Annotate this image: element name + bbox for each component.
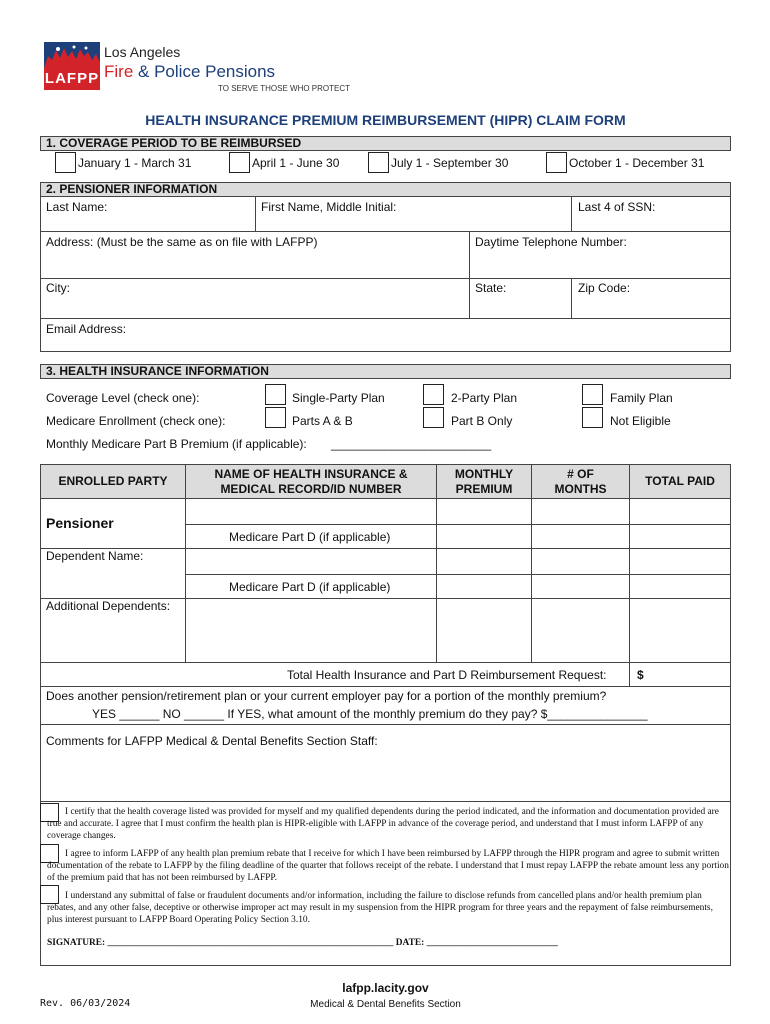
- footer-section: Medical & Dental Benefits Section: [310, 999, 461, 1010]
- medicare-enrollment-label: Medicare Enrollment (check one):: [46, 414, 226, 428]
- period-q2-label: April 1 - June 30: [252, 156, 340, 170]
- not-eligible-checkbox[interactable]: [582, 407, 603, 428]
- footer-website[interactable]: lafpp.lacity.gov: [342, 981, 429, 995]
- org-name-line1: Los Angeles: [104, 44, 181, 60]
- parts-ab-checkbox[interactable]: [265, 407, 286, 428]
- period-q4-checkbox[interactable]: [546, 152, 567, 173]
- org-rest: Police Pensions: [154, 62, 276, 81]
- section1-title: 1. COVERAGE PERIOD TO BE REIMBURSED: [40, 136, 731, 151]
- ssn-field[interactable]: Last 4 of SSN:: [578, 200, 656, 214]
- comments-label: Comments for LAFPP Medical & Dental Benefits Section Staff:: [46, 734, 378, 748]
- total-request-label: Total Health Insurance and Part D Reimbursement Request:: [287, 668, 607, 682]
- pensioner-info-grid: [40, 197, 731, 352]
- certify-fraud-text: I understand any submittal of false or fraudulent documents and/or information, including the failure to disclose refunds from cancelled plans and/or health premium plan rebates, and any other false, deceptive or otherwise improper act may result in my suspension from the HIPR program for three years and the repayment of false reimbursements, plus interest pursuant to LAFPP Board Operating Policy Section 3.10.: [47, 891, 713, 925]
- header-months-2: MONTHS: [554, 482, 607, 496]
- family-plan-label: Family Plan: [610, 391, 673, 405]
- dependent-name-field[interactable]: Dependent Name:: [46, 549, 144, 563]
- family-plan-checkbox[interactable]: [582, 384, 603, 405]
- other-plan-question: Does another pension/retirement plan or your current employer pay for a portion of the monthly premium?: [46, 689, 607, 703]
- two-party-label: 2-Party Plan: [451, 391, 518, 405]
- logo: [44, 42, 351, 94]
- phone-field[interactable]: Daytime Telephone Number:: [475, 235, 627, 249]
- header-plan-name-2: MEDICAL RECORD/ID NUMBER: [220, 482, 402, 496]
- parts-ab-label: Parts A & B: [292, 414, 353, 428]
- certify-rebate-text: I agree to inform LAFPP of any health plan premium rebate that I receive for which I have been reimbursed by LAFPP through the HIPR program and agree to submit written documentation of the rebate to LAFPP by the filing deadline of the quarter that follows receipt of the rebate. I understand that I must repay LAFPP the rebate amount less any portion of the premium paid that has not been reimbursed by LAFPP.: [47, 849, 729, 883]
- certify-coverage-text: I certify that the health coverage listed was provided for myself and my qualified dependents during the period indicated, and the information and documentation provided are true and accurate. I agree that I must confirm the health plan is HIPR-eligible with LAFPP in advance of the coverage period, and understand that I must inform LAFPP of any coverage changes.: [47, 807, 719, 841]
- part-b-premium-label: Monthly Medicare Part B Premium (if applicable):: [46, 437, 307, 451]
- pensioner-part-d-label: Medicare Part D (if applicable): [229, 530, 391, 544]
- footer-revision: Rev. 06/03/2024: [40, 998, 131, 1009]
- header-premium-1: MONTHLY: [454, 467, 514, 481]
- pensioner-plan-field[interactable]: [186, 499, 436, 524]
- coverage-level-label: Coverage Level (check one):: [46, 391, 200, 405]
- period-q3-label: July 1 - September 30: [391, 156, 509, 170]
- section3-title: 3. HEALTH INSURANCE INFORMATION: [40, 364, 731, 379]
- org-amp: &: [138, 62, 150, 81]
- not-eligible-label: Not Eligible: [610, 414, 671, 428]
- section2-title: 2. PENSIONER INFORMATION: [40, 182, 731, 197]
- total-request-dollar[interactable]: $: [637, 668, 644, 682]
- org-tagline: TO SERVE THOSE WHO PROTECT: [218, 84, 351, 93]
- pensioner-label: Pensioner: [46, 515, 114, 531]
- org-name-line2: [104, 62, 275, 82]
- zip-field[interactable]: Zip Code:: [578, 281, 631, 295]
- two-party-checkbox[interactable]: [423, 384, 444, 405]
- period-q1-checkbox[interactable]: [55, 152, 76, 173]
- other-plan-answer[interactable]: YES ______ NO ______ If YES, what amount of the monthly premium do they pay? $_______________: [92, 707, 648, 721]
- signature-line[interactable]: SIGNATURE: _____________________________________________________________ DATE: ____________________________: [47, 938, 558, 948]
- part-b-only-checkbox[interactable]: [423, 407, 444, 428]
- header-premium-2: PREMIUM: [455, 482, 513, 496]
- last-name-field[interactable]: Last Name:: [46, 200, 108, 214]
- part-b-only-label: Part B Only: [451, 414, 513, 428]
- org-fire: Fire: [104, 62, 134, 81]
- header-total-paid: TOTAL PAID: [645, 474, 715, 488]
- email-field[interactable]: Email Address:: [46, 322, 127, 336]
- first-name-field[interactable]: First Name, Middle Initial:: [261, 200, 397, 214]
- additional-dependents-field[interactable]: Additional Dependents:: [46, 599, 171, 613]
- period-q3-checkbox[interactable]: [368, 152, 389, 173]
- single-party-label: Single-Party Plan: [292, 391, 385, 405]
- header-enrolled-party: ENROLLED PARTY: [58, 474, 168, 488]
- part-b-premium-field[interactable]: ________________________: [331, 437, 492, 451]
- header-months-1: # OF: [567, 467, 594, 481]
- logo-badge-text: LAFPP: [44, 70, 100, 87]
- city-field[interactable]: City:: [46, 281, 70, 295]
- period-q4-label: October 1 - December 31: [569, 156, 705, 170]
- state-field[interactable]: State:: [475, 281, 507, 295]
- dependent-part-d-label: Medicare Part D (if applicable): [229, 580, 391, 594]
- single-party-checkbox[interactable]: [265, 384, 286, 405]
- period-q2-checkbox[interactable]: [229, 152, 250, 173]
- form-title: HEALTH INSURANCE PREMIUM REIMBURSEMENT (HIPR) CLAIM FORM: [145, 112, 626, 128]
- header-plan-name-1: NAME OF HEALTH INSURANCE &: [214, 467, 408, 481]
- period-q1-label: January 1 - March 31: [78, 156, 192, 170]
- address-field[interactable]: Address: (Must be the same as on file with LAFPP): [46, 235, 318, 249]
